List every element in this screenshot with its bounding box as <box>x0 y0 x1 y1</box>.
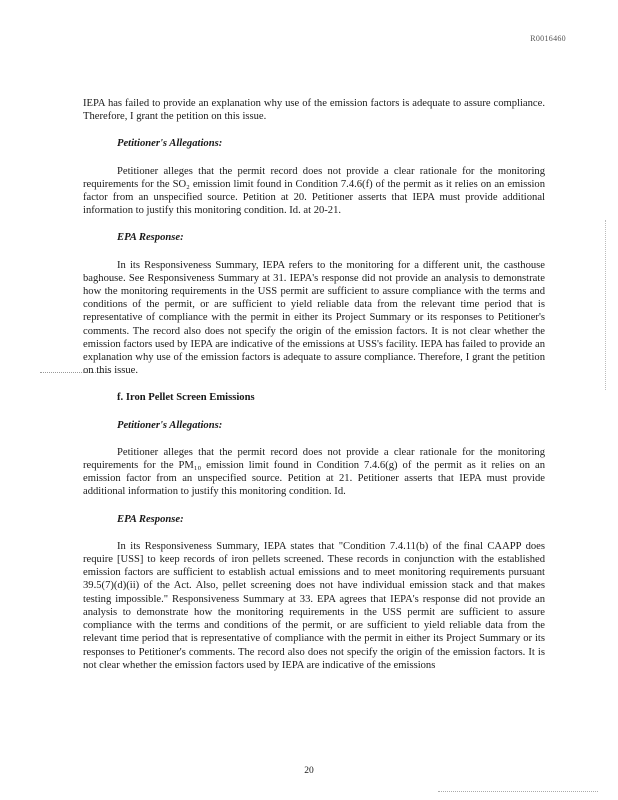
heading-epa-response: EPA Response: <box>117 232 184 244</box>
page-number: 20 <box>304 766 314 776</box>
paragraph-pm10-response: In its Responsiveness Summary, IEPA states that "Condition 7.4.11(b) of the final CAAPP does require [USS] to keep records of iron pellets screened. These records in conjunction with the established emission factors are sufficient to establish actual emissions and to meet monitoring requirements pursuant 39.5(7)(d)(ii) of the Act. Also, pellet screening does not have individual emission stack and that makes testing impossible." Responsiveness Summary at 33. EPA agrees that IEPA's response did not provide an analysis to demonstrate how the monitoring requirements in the USS permit are sufficient to assure compliance with the terms and conditions of the permit, or are sufficient to yield reliable data from the relevant time period that is representative of compliance with the permit in either its Project Summary or its responses to Petitioner's comments. The record also does not specify the origin of the emission factors. It is not clear whether the emission factors used by IEPA are indicative of the emissions <box>83 540 545 671</box>
scan-artifact-margin <box>602 220 606 390</box>
paragraph-pm10-allegation: Petitioner alleges that the permit record does not provide a clear rationale for the monitoring requirements for the PM₁₀ emission limit found in Condition 7.4.6(g) of the permit as it relies on an emission factor from an unspecified source. Petition at 21. Petitioner asserts that IEPA must provide additional information to justify this monitoring condition. Id. <box>83 446 545 498</box>
heading-petitioner-allegations-2: Petitioner's Allegations: <box>117 419 223 431</box>
paragraph-conclusion-prev: IEPA has failed to provide an explanation why use of the emission factors is adequate to assure compliance. Therefore, I grant the petition on this issue. <box>83 98 545 123</box>
heading-petitioner-allegations: Petitioner's Allegations: <box>117 138 223 150</box>
document-body <box>83 97 545 672</box>
document-id: R0016460 <box>530 34 566 43</box>
heading-epa-response-2: EPA Response: <box>117 513 184 525</box>
scan-artifact-bottom <box>438 791 598 792</box>
paragraph-so2-allegation: Petitioner alleges that the permit record does not provide a clear rationale for the monitoring requirements for the SO₂ emission limit found in Condition 7.4.6(f) of the permit as it relies on an emission factor from an unspecified source. Petition at 20. Petitioner asserts that IEPA must provide additional information to justify this monitoring condition. Id. at 20-21. <box>83 165 545 217</box>
paragraph-so2-response: In its Responsiveness Summary, IEPA refers to the monitoring for a different unit, the casthouse baghouse. See Responsiveness Summary at 31. IEPA's response did not provide an analysis to demonstrate how the monitoring requirements in the USS permit are sufficient to assure compliance with the terms and conditions of the permit, or are sufficient to yield reliable data from the relevant time period that is representative of compliance with the permit in either its Project Summary or its responses to Petitioner's comments. The record also does not specify the origin of the emission factors. It is not clear whether the emission factors used by IEPA are indicative of the emissions at USS's facility. IEPA has failed to provide an explanation why use of the emission factors is adequate to assure compliance. Therefore, I grant the petition on this issue. <box>83 259 545 377</box>
section-heading-iron-pellet: f. Iron Pellet Screen Emissions <box>117 392 255 404</box>
